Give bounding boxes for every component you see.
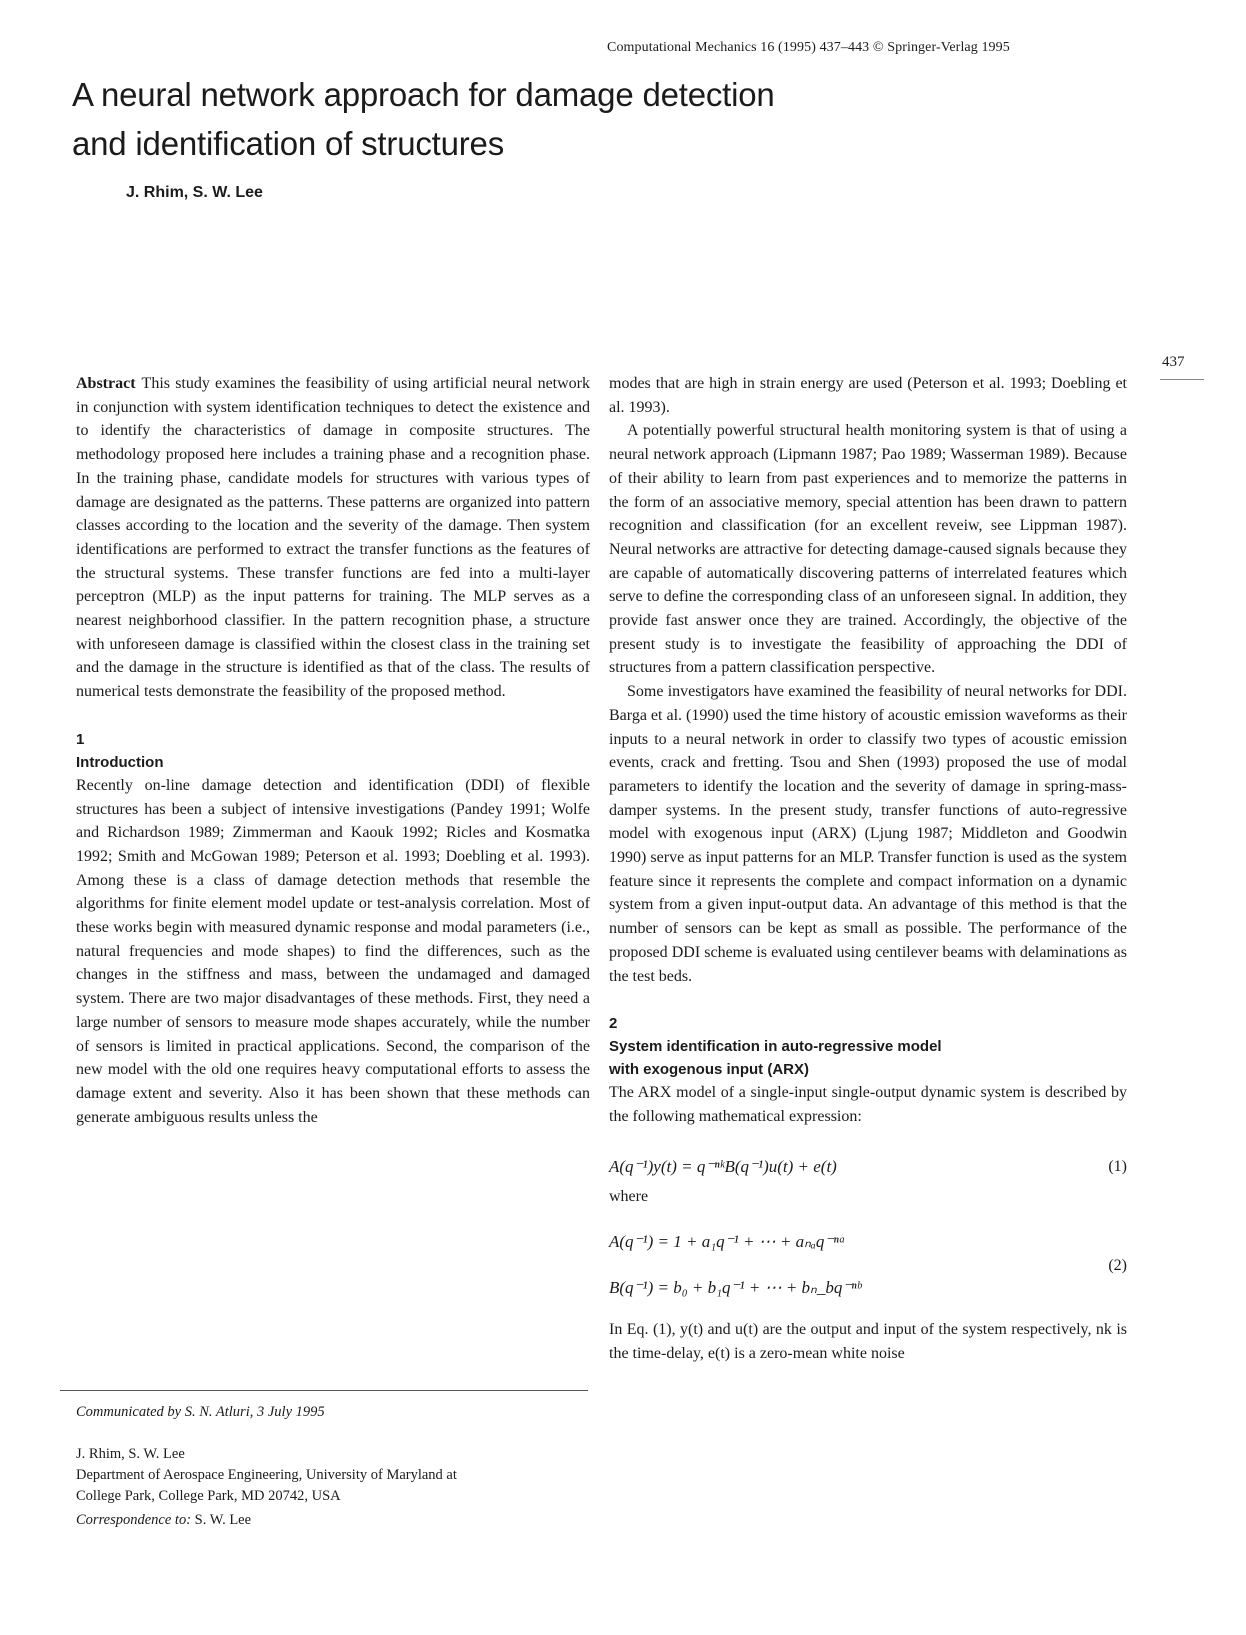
equation-2-number: (2)	[1108, 1257, 1127, 1275]
page-number-rule	[1160, 379, 1204, 380]
where-text: where	[609, 1187, 649, 1205]
intro-paragraph-1: Recently on-line damage detection and identification (DDI) of flexible structures has been a subject of intensive investigations (Pandey 1991; Wolfe and Richardson 1989; Zimmerman and Kaouk 1992; Ricles and Kosmatka 1992; Smith and McGowan 1989; Peterson et al. 1993; Doebling et al. 1993). Among these is a class of damage detection methods that resemble the algorithms for finite element model update or test-analysis correlation. Most of these works begin with measured dynamic response and modal parameters (i.e., natural frequencies and mode shapes) to find the differences, such as the changes in the stiffness and mass, between the undamaged and damaged system. There are two major disadvantages of these methods. First, they need a large number of sensors to measure mode shapes accurately, while the number of sensors is limited in practical applications. Second, the comparison of the new model with the old one requires heavy computational efforts to assess the damage extent and severity. Also it has been shown that these methods can generate ambiguous results unless the	[76, 776, 590, 1126]
right-column	[609, 372, 1127, 1366]
affiliation-names: J. Rhim, S. W. Lee	[76, 1446, 185, 1462]
equation-1-expression: A(q⁻¹)y(t) = q⁻ⁿᵏB(q⁻¹)u(t) + e(t)	[609, 1156, 837, 1176]
correspondence-label: Correspondence to:	[76, 1512, 192, 1528]
equation-2-line-1: A(q⁻¹) = 1 + a₁q⁻¹ + ⋯ + aₙₐq⁻ⁿᵃ	[609, 1232, 846, 1252]
authors: J. Rhim, S. W. Lee	[126, 184, 263, 201]
intro-paragraph-3: Some investigators have examined the feasibility of neural networks for DDI. Barga et al. (1990) used the time history of acoustic emission waveforms as their inputs to a neural network in order to classify two types of acoustic emission events, crack and fretting. Tsou and Shen (1993) proposed the use of modal parameters to identify the location and the severity of damage in spring-mass-damper systems. In the present study, transfer functions of auto-regressive model with exogenous input (ARX) (Ljung 1987; Middleton and Goodwin 1990) serve as input patterns for an MLP. Transfer function is used as the system feature since it represents the complete and compact information on a dynamic system from a given input-output data. An advantage of this method is that the number of sensors can be kept as small as possible. The performance of the proposed DDI scheme is evaluated using centilever beams with delaminations as the test beds.	[609, 683, 1127, 985]
equation-1	[609, 1149, 1127, 1185]
journal-citation: Computational Mechanics 16 (1995) 437–443 © Springer-Verlag 1995	[607, 40, 1010, 55]
arx-explanation-paragraph: In Eq. (1), y(t) and u(t) are the output and input of the system respectively, nk is the time-delay, e(t) is a zero-mean white noise	[609, 1321, 1127, 1363]
communicated-note: Communicated by S. N. Atluri, 3 July 1995	[76, 1404, 325, 1420]
correspondence-name: S. W. Lee	[194, 1512, 252, 1528]
title-line-1: A neural network approach for damage detection	[72, 76, 775, 113]
section-2-title-line-1: System identification in auto-regressive model	[609, 1038, 942, 1056]
equation-2	[609, 1226, 1127, 1318]
intro-paragraph-1-continued: modes that are high in strain energy are used (Peterson et al. 1993; Doebling et al. 1993).	[609, 375, 1127, 416]
affiliation-address: College Park, College Park, MD 20742, USA	[76, 1488, 341, 1504]
footnote-rule	[60, 1390, 588, 1391]
paper-title	[72, 70, 792, 168]
author-affiliation	[76, 1444, 457, 1507]
page-number: 437	[1162, 354, 1185, 370]
abstract	[76, 372, 590, 704]
intro-paragraph-2: A potentially powerful structural health monitoring system is that of using a neural network approach (Lipmann 1987; Pao 1989; Wasserman 1989). Because of their ability to learn from past experiences and to memorize the patterns in the form of an associative memory, special attention has been drawn to pattern recognition and classification (for an excellent reveiw, see Lippman 1987). Neural networks are attractive for detecting damage-caused signals because they are capable of automatically discovering patterns of interrelated features which serve to define the corresponding class of an unforeseen signal. In addition, they provide fast answer once they are trained. Accordingly, the objective of the present study is to investigate the feasibility of approaching the DDI of structures from a pattern classification perspective.	[609, 422, 1127, 677]
section-1-title: Introduction	[76, 753, 164, 771]
section-2-number: 2	[609, 1015, 618, 1033]
correspondence-note	[76, 1510, 251, 1531]
title-line-2: and identification of structures	[72, 125, 505, 162]
equation-2-line-2: B(q⁻¹) = b₀ + b₁q⁻¹ + ⋯ + bₙ_bq⁻ⁿᵇ	[609, 1278, 862, 1298]
section-2-title-line-2: with exogenous input (ARX)	[609, 1061, 809, 1079]
equation-1-number: (1)	[1108, 1157, 1127, 1175]
abstract-text: This study examines the feasibility of using artificial neural network in conjunction with system identification techniques to detect the existence and to identify the characteristics of damage in composite structures. The methodology proposed here includes a training phase and a recognition phase. In the training phase, candidate models for structures with various types of damage are designated as the patterns. These patterns are organized into pattern classes according to the location and the severity of the damage. Then system identifications are performed to extract the transfer functions as the features of the structural systems. These transfer functions are fed into a multi-layer perceptron (MLP) as the input patterns for training. The MLP serves as a nearest neighborhood classifier. In the pattern recognition phase, a structure with unforeseen damage is classified within the closest class in the training set and the damage in the structure is identified as that of the class. The results of numerical tests demonstrate the feasibility of the proposed method.	[76, 375, 590, 701]
affiliation-department: Department of Aerospace Engineering, University of Maryland at	[76, 1467, 457, 1483]
arx-intro-paragraph: The ARX model of a single-input single-output dynamic system is described by the following mathematical expression:	[609, 1084, 1127, 1125]
abstract-label: Abstract	[76, 375, 136, 392]
section-1-number: 1	[76, 730, 85, 748]
left-column	[76, 372, 590, 1129]
